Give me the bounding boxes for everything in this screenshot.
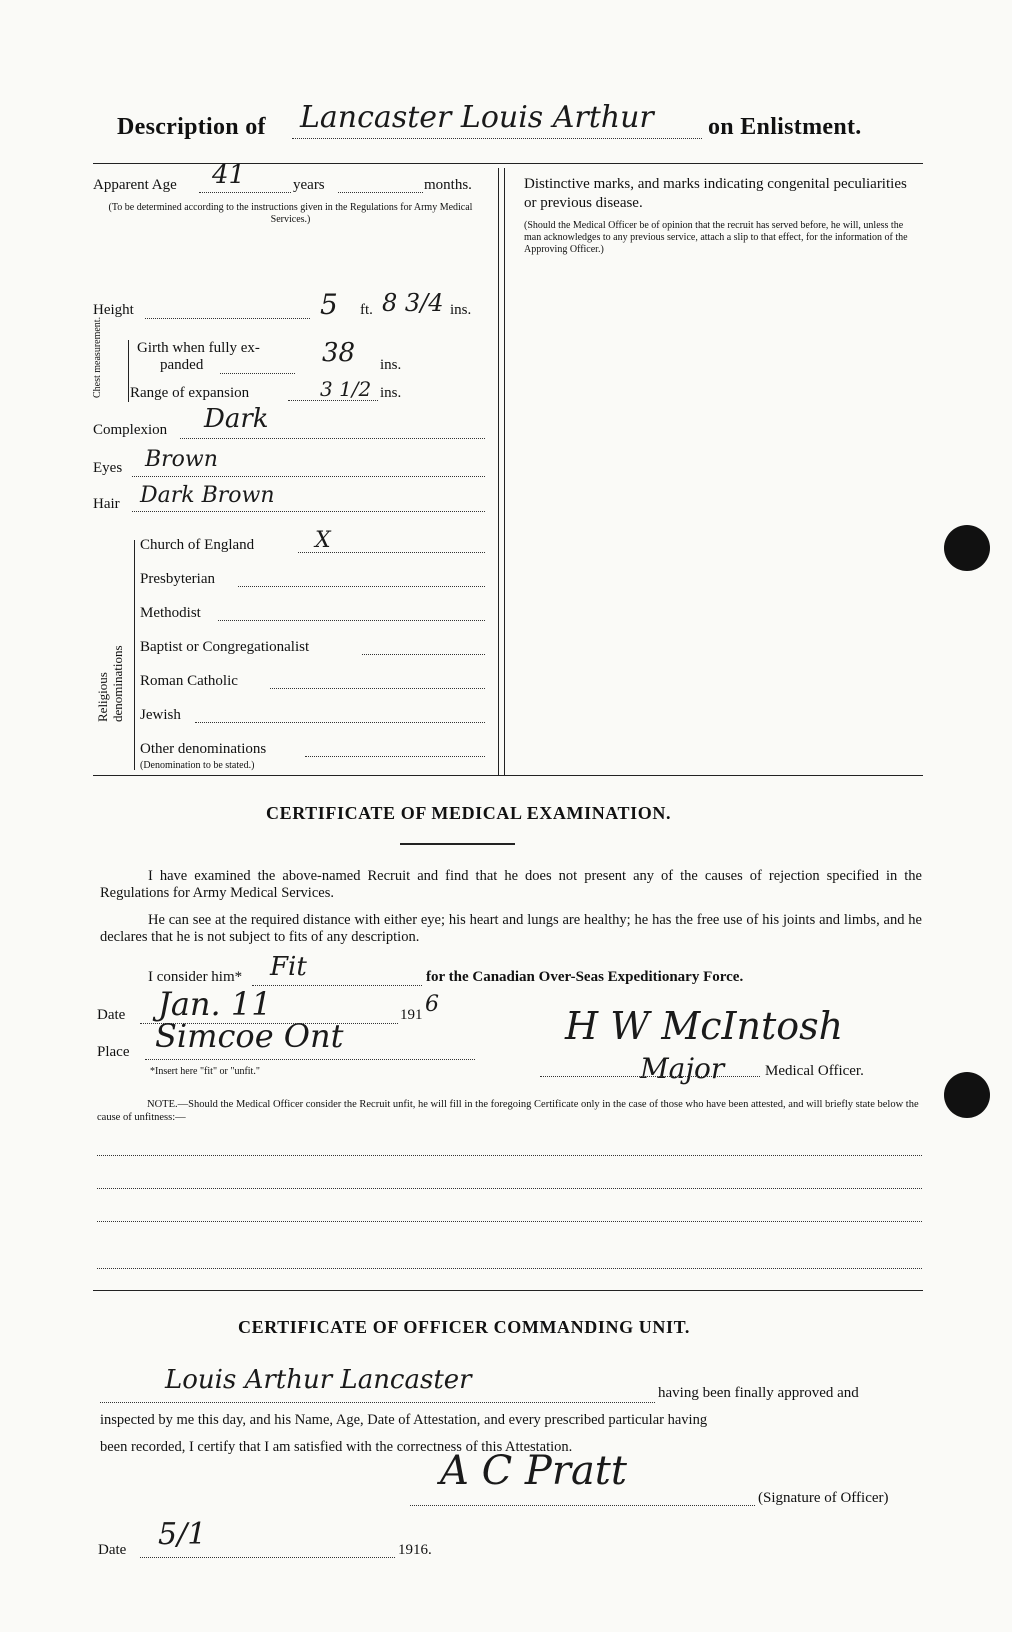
medical-note: NOTE.—Should the Medical Officer consider the Recruit unfit, he will fill in the foregoing Certificate only in the case of those who have been attested, and will briefly state below the cause of unfitness:—: [97, 1099, 919, 1123]
unfit-line-3: [97, 1221, 922, 1222]
height-in-value: 8 3/4: [382, 289, 444, 317]
medical-heading-underline: [400, 843, 515, 845]
religion-line-3: [362, 654, 485, 655]
eyes-line: [132, 476, 485, 477]
unfit-line-1: [97, 1155, 922, 1156]
religion-line-4: [270, 688, 485, 689]
commanding-line-2: inspected by me this day, and his Name, Age, Date of Attestation, and every prescribed particular having: [100, 1412, 708, 1428]
medical-year-digit: 6: [425, 992, 439, 1017]
medical-para-2: He can see at the required distance with either eye; his heart and lungs are healthy; he has the free use of his joints and limbs, and he declares that he is not subject to fits of any description.: [100, 912, 922, 945]
column-divider-b: [504, 168, 505, 775]
medical-para-1: I have examined the above-named Recruit and find that he does not present any of the causes of rejection specified in the Regulations for Army Medical Services.: [100, 868, 922, 901]
header-prefix: Description of: [117, 114, 266, 140]
complexion-line: [180, 438, 485, 439]
medical-heading: CERTIFICATE OF MEDICAL EXAMINATION.: [266, 803, 672, 823]
commanding-heading: CERTIFICATE OF OFFICER COMMANDING UNIT.: [238, 1317, 690, 1337]
consider-value: Fit: [270, 952, 307, 982]
distinctive-marks-label: Distinctive marks, and marks indicating congenital peculiarities or previous disease.: [524, 176, 907, 211]
commanding-line-3: been recorded, I certify that I am satisfied with the correctness of this Attestation.: [100, 1439, 573, 1455]
religion-line-2: [218, 620, 485, 621]
fit-note: *Insert here "fit" or "unfit.": [150, 1066, 260, 1077]
girth-label-2: panded: [160, 357, 204, 373]
medical-officer-signature: H W McIntosh: [565, 1004, 844, 1048]
commanding-year-label: 1916.: [398, 1542, 432, 1558]
top-section-rule: [93, 775, 923, 776]
header-name-line: [292, 138, 702, 139]
religion-line-5: [195, 722, 485, 723]
age-label: Apparent Age: [93, 177, 177, 193]
religion-baptist: Baptist or Congregationalist: [140, 639, 310, 655]
religion-presbyterian: Presbyterian: [140, 571, 215, 587]
consider-line: [252, 985, 422, 986]
height-label: Height: [93, 302, 134, 318]
hair-value: Dark Brown: [140, 483, 275, 508]
medical-place-label: Place: [97, 1044, 130, 1060]
range-ins-label: ins.: [380, 385, 402, 401]
religion-other: Other denominations: [140, 741, 267, 757]
eyes-value: Brown: [145, 447, 218, 472]
distinctive-marks-note: (Should the Medical Officer be of opinion that the recruit has served before, he will, unless the man acknowledges to any previous service, attach a slip to that effect, for the information of the Approving Officer.): [524, 220, 908, 255]
medical-place-line: [145, 1059, 475, 1060]
commanding-date-value: 5/1: [158, 1517, 207, 1552]
religion-heading: Religious denominations: [95, 645, 125, 722]
unfit-line-4: [97, 1268, 922, 1269]
commanding-date-line: [140, 1557, 395, 1558]
commanding-name-value: Louis Arthur Lancaster: [165, 1365, 472, 1395]
religion-methodist: Methodist: [140, 605, 201, 621]
medical-officer-line: [540, 1076, 760, 1077]
years-label: years: [293, 177, 325, 193]
chest-measurement-label: Chest measurement.: [92, 316, 103, 398]
religion-line-6: [305, 756, 485, 757]
commanding-date-label: Date: [98, 1542, 127, 1558]
punch-hole-top: [944, 525, 990, 571]
height-ft-value: 5: [320, 288, 338, 321]
header-suffix: on Enlistment.: [708, 114, 862, 140]
medical-section-rule: [93, 1290, 923, 1291]
eyes-label: Eyes: [93, 460, 123, 476]
medical-year-prefix: 191: [400, 1007, 423, 1023]
girth-value: 38: [322, 338, 356, 368]
height-ft-label: ft.: [360, 302, 373, 318]
girth-line: [220, 373, 295, 374]
girth-label-1: Girth when fully ex-: [137, 340, 260, 356]
chest-bracket: [128, 340, 129, 402]
hair-line: [132, 511, 485, 512]
commanding-name-line: [100, 1402, 655, 1403]
age-line: [199, 192, 291, 193]
complexion-label: Complexion: [93, 422, 168, 438]
medical-officer-label: Medical Officer.: [765, 1063, 864, 1079]
commanding-line-1: having been finally approved and: [658, 1385, 859, 1401]
months-label: months.: [424, 177, 472, 193]
religion-bracket: [134, 540, 135, 770]
range-label: Range of expansion: [130, 385, 250, 401]
hair-label: Hair: [93, 496, 120, 512]
girth-ins-label: ins.: [380, 357, 402, 373]
religion-church-of-england: Church of England: [140, 537, 255, 553]
height-in-label: ins.: [450, 302, 472, 318]
unfit-line-2: [97, 1188, 922, 1189]
religion-line-0: [298, 552, 485, 553]
consider-suffix: for the Canadian Over-Seas Expeditionary Force.: [426, 969, 744, 985]
religion-roman-catholic: Roman Catholic: [140, 673, 238, 689]
medical-officer-rank: Major: [640, 1052, 725, 1085]
medical-place-value: Simcoe Ont: [155, 1017, 344, 1055]
range-value: 3 1/2: [320, 377, 372, 401]
height-line: [145, 318, 310, 319]
commanding-signature-label: (Signature of Officer): [758, 1490, 889, 1506]
commanding-signature: A C Pratt: [440, 1448, 627, 1494]
medical-date-value: Jan. 11: [158, 985, 272, 1023]
religion-jewish: Jewish: [140, 707, 181, 723]
punch-hole-bottom: [944, 1072, 990, 1118]
column-divider-a: [498, 168, 499, 775]
medical-date-label: Date: [97, 1007, 126, 1023]
denomination-note: (Denomination to be stated.): [140, 760, 255, 771]
months-line: [338, 192, 423, 193]
complexion-value: Dark: [204, 404, 269, 434]
consider-label: I consider him*: [148, 969, 243, 985]
religion-mark: X: [315, 528, 331, 553]
header-name: Lancaster Louis Arthur: [300, 100, 654, 135]
commanding-signature-line: [410, 1505, 755, 1506]
religion-line-1: [238, 586, 485, 587]
age-note: (To be determined according to the instructions given in the Regulations for Army Medical Services.): [108, 202, 473, 225]
age-value: 41: [212, 160, 246, 190]
